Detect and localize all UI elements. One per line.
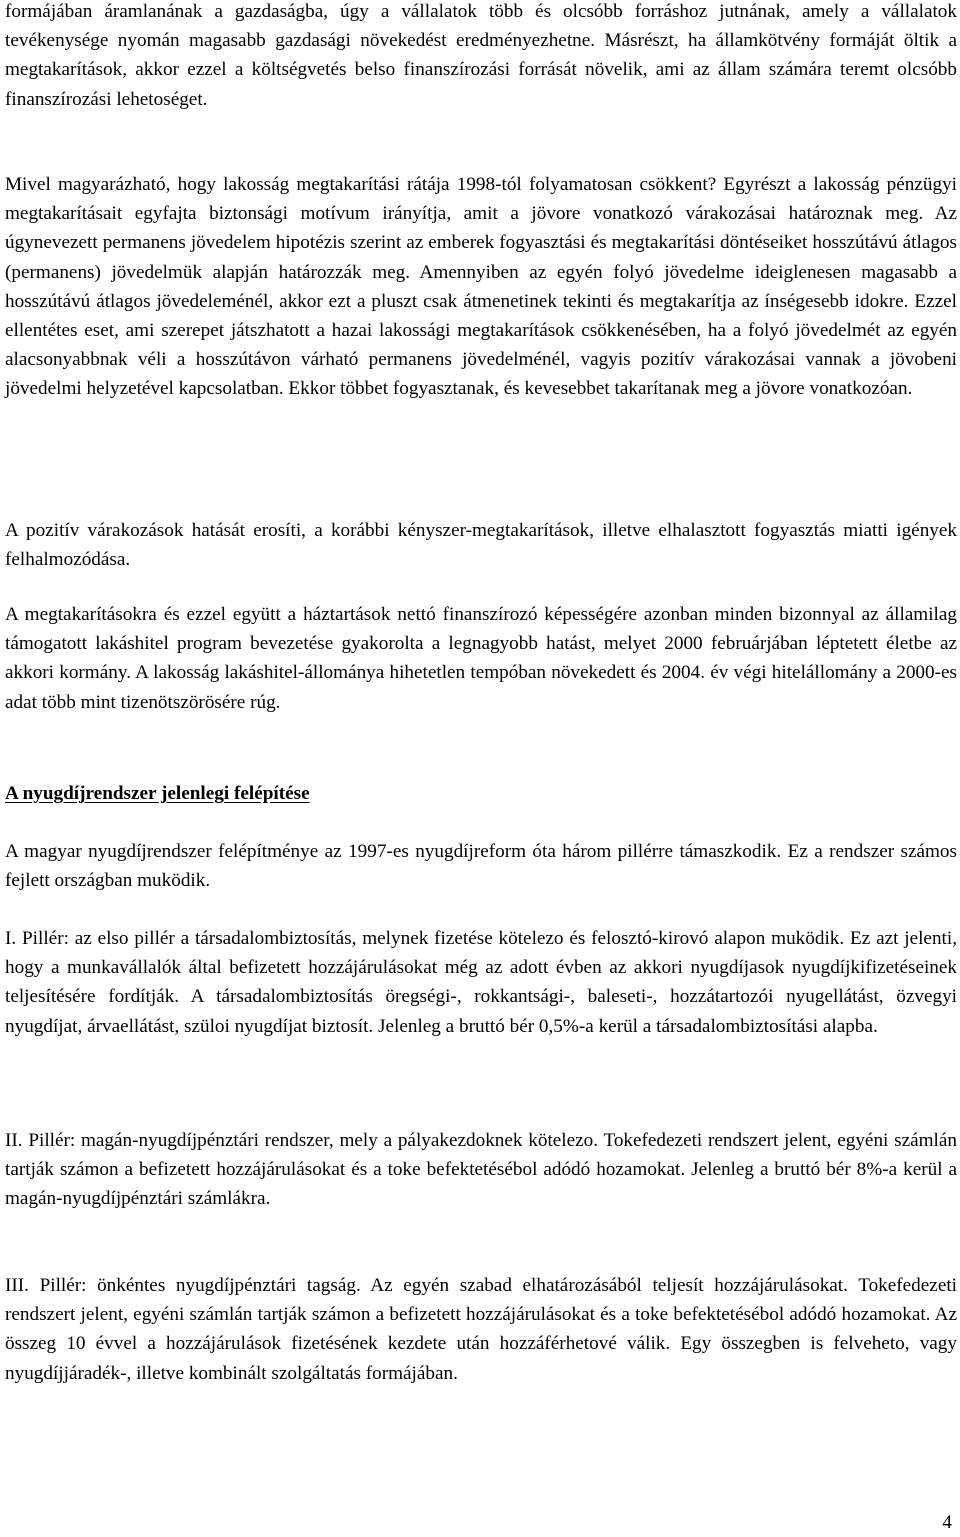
paragraph-pillar-two: II. Pillér: magán-nyugdíjpénztári rendszer, mely a pályakezdoknek kötelezo. Tokefedezeti rendszert jelent, egyéni számlán tartják számon a befizetett hozzájárulásokat és a toke befektetésébol adódó hozamokat. Jelenleg a bruttó bér 8%-a kerül a magán-nyugdíjpénztári számlákra. (5, 1130, 957, 1210)
paragraph-pillar-three: III. Pillér: önkéntes nyugdíjpénztári tagság. Az egyén szabad elhatározásából teljesít hozzájárulásokat. Tokefedezeti rendszert jelent, egyéni számlán tartják számon a befizetett hozzájárulásokat és a toke befektetésébol adódó hozamokat. Az összeg 10 évvel a hozzájárulások fizetésének kezdete után hozzáférhetové válik. Egy összegben is felveheto, vagy nyugdíjjáradék-, illetve kombinált szolgáltatás formájában. (5, 1275, 957, 1384)
page-number: 4 (942, 1512, 952, 1533)
section-heading: A nyugdíjrendszer jelenlegi felépítése (5, 783, 310, 804)
paragraph-savings-rate-decline: Mivel magyarázható, hogy lakosság megtakarítási rátája 1998-tól folyamatosan csökkent? Egyrészt a lakosság pénzügyi megtakarításait egyfajta biztonsági motívum irányítja, amit a jövore vonatkozó várakozásai határoznak meg. Az úgynevezett permanens jövedelem hipotézis szerint az emberek fogyasztási és megtakarítási döntéseiket hosszútávú átlagos (permanens) jövedelmük alapján határozzák meg. Amennyiben az egyén folyó jövedelme ideiglenesen magasabb a hosszútávú átlagos jövedeleménél, akkor ezt a pluszt csak átmenetinek tekinti és megtakarítja az ínségesebb idokre. Ezzel ellentétes eset, ami szerepet játszhatott a hazai lakossági megtakarítások csökkenésében, ha a folyó jövedelmét az egyén alacsonyabbnak véli a hosszútávon várható permanens jövedelménél, vagyis pozitív várakozásai vannak a jövobeni jövedelmi helyzetével kapcsolatban. Ekkor többet fogyasztanak, és kevesebbet takarítanak meg a jövore vonatkozóan. (5, 174, 957, 400)
paragraph-savings-financing: formájában áramlanának a gazdaságba, úgy a vállalatok több és olcsóbb forráshoz jutnának, amely a vállalatok tevékenysége nyomán magasabb gazdasági növekedést eredményezhetne. Másrészt, ha államkötvény formáját öltik a megtakarítások, akkor ezzel a költségvetés belso finanszírozási forrását növelik, ami az állam számára teremt olcsóbb finanszírozási lehetoséget. (5, 1, 957, 110)
paragraph-positive-expectations: A pozitív várakozások hatását erosíti, a korábbi kényszer-megtakarítások, illetve elhalasztott fogyasztás miatti igények felhalmozódása. (5, 520, 957, 571)
paragraph-housing-loan: A megtakarításokra és ezzel együtt a háztartások nettó finanszírozó képességére azonban minden bizonnyal az államilag támogatott lakáshitel program bevezetése gyakorolta a legnagyobb hatást, melyet 2000 februárjában léptetett életbe az akkori kormány. A lakosság lakáshitel-állománya hihetetlen tempóban növekedett és 2004. év végi hitelállomány a 2000-es adat több mint tizenötszörösére rúg. (5, 604, 957, 713)
paragraph-pension-intro: A magyar nyugdíjrendszer felépítménye az 1997-es nyugdíjreform óta három pillérre támaszkodik. Ez a rendszer számos fejlett országban muködik. (5, 841, 957, 892)
paragraph-pillar-one: I. Pillér: az elso pillér a társadalombiztosítás, melynek fizetése kötelezo és felosztó-kirovó alapon muködik. Ez azt jelenti, hogy a munkavállalók által befizetett hozzájárulásokat még az adott évben az akkori nyugdíjasok nyugdíjkifizetéseinek teljesítésére fordítják. A társadalombiztosítás öregségi-, rokkantsági-, baleseti-, hozzátartozói nyugellátást, özvegyi nyugdíjat, árvaellátást, szüloi nyugdíjat biztosít. Jelenleg a bruttó bér 0,5%-a kerül a társadalombiztosítási alapba. (5, 928, 957, 1037)
